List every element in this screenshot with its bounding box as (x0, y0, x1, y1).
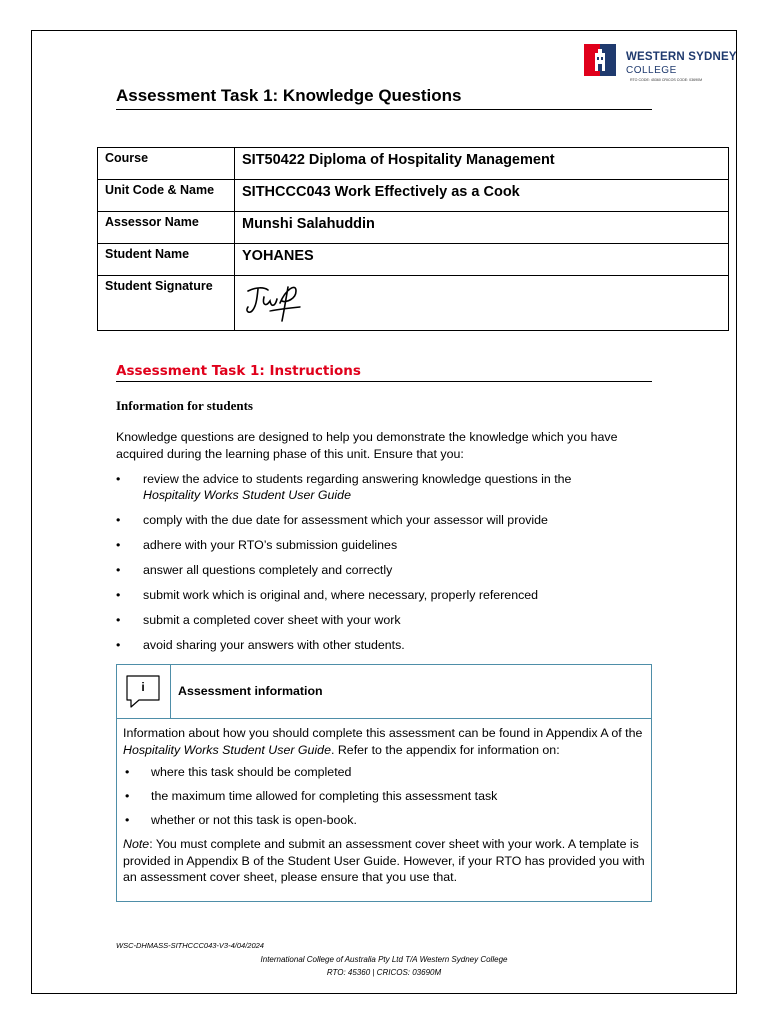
table-row (98, 148, 729, 180)
list-item: • avoid sharing your answers with other students. (116, 637, 656, 653)
signature-label: Student Signature (98, 276, 235, 331)
info-paragraph-text: . Refer to the appendix for information on: (330, 742, 560, 757)
handwritten-signature (242, 281, 304, 325)
info-for-students-heading: Information for students (116, 398, 253, 413)
table-row (98, 212, 729, 244)
user-guide-title: Hospitality Works Student User Guide (143, 488, 351, 502)
student-checklist (116, 471, 656, 662)
student-label: Student Name (98, 244, 235, 276)
table-row (98, 276, 729, 331)
note-paragraph (123, 836, 645, 886)
page-title: Assessment Task 1: Knowledge Questions (116, 86, 652, 110)
list-item: • comply with the due date for assessment which your assessor will provide (116, 512, 656, 528)
assessor-value: Munshi Salahuddin (235, 212, 729, 244)
footer-rto: RTO: 45360 | CRICOS: 03690M (326, 968, 442, 977)
list-item: • submit work which is original and, where necessary, properly referenced (116, 587, 656, 603)
student-value: YOHANES (235, 244, 729, 276)
college-logo (584, 44, 744, 86)
document-code: WSC-DHMASS-SITHCCC043-V3-4/04/2024 (116, 941, 264, 950)
list-item-text: review the advice to students regarding answering knowledge questions in the (143, 472, 572, 486)
assessment-info-box (116, 664, 652, 902)
info-box-header (117, 665, 651, 719)
list-item: • adhere with your RTO’s submission guidelines (116, 537, 656, 553)
logo-text-line1: WESTERN SYDNEY (626, 51, 737, 63)
info-paragraph-text: Information about how you should complete this assessment can be found in Appendix A of the (123, 726, 643, 740)
note-text: : You must complete and submit an assessment cover sheet with your work. A template is provided in Appendix B of the Student User Guide. However, if your RTO has provided you with an assessment cover sheet, please ensure that you use that. (123, 837, 645, 884)
instructions-title: Assessment Task 1: Instructions (116, 363, 652, 382)
list-item: • answer all questions completely and correctly (116, 562, 656, 578)
info-icon-cell (117, 665, 171, 718)
footer-company: International College of Australia Pty Ltd T/A Western Sydney College (260, 955, 508, 964)
signature-cell (235, 276, 729, 331)
college-crest-icon (584, 44, 616, 76)
user-guide-title: Hospitality Works Student User Guide (123, 742, 331, 757)
list-item (116, 471, 656, 503)
course-label: Course (98, 148, 235, 180)
intro-paragraph: Knowledge questions are designed to help you demonstrate the knowledge which you have acquired during the learning phase of this unit. Ensure that you: (116, 430, 618, 461)
list-item: • submit a completed cover sheet with your work (116, 612, 656, 628)
info-box-title: Assessment information (178, 684, 323, 698)
table-row (98, 244, 729, 276)
unit-value: SITHCCC043 Work Effectively as a Cook (235, 180, 729, 212)
logo-rto-code: RTO CODE: 45360 CRICOS CODE: 03690M (630, 78, 703, 82)
course-value: SIT50422 Diploma of Hospitality Management (235, 148, 729, 180)
assessor-label: Assessor Name (98, 212, 235, 244)
info-speech-bubble-icon (125, 674, 161, 710)
info-glyph: i (141, 680, 145, 694)
info-paragraph (123, 725, 645, 758)
logo-text-line2: COLLEGE (626, 65, 677, 76)
list-item: • where this task should be completed (123, 764, 645, 780)
note-label: Note (123, 837, 150, 851)
unit-label: Unit Code & Name (98, 180, 235, 212)
list-item: • whether or not this task is open-book. (123, 812, 645, 828)
details-table (97, 147, 729, 331)
table-row (98, 180, 729, 212)
info-box-body (123, 725, 645, 892)
list-item: • the maximum time allowed for completing this assessment task (123, 788, 645, 804)
info-bullet-list (123, 764, 645, 828)
